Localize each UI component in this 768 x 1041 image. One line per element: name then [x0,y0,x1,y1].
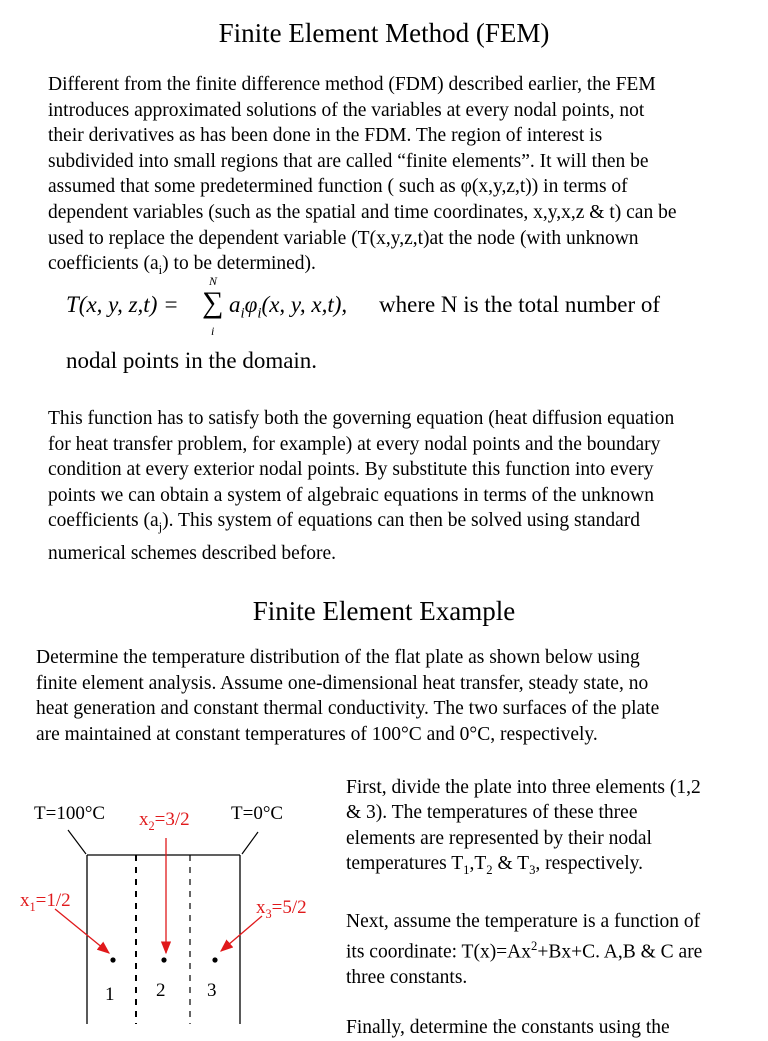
equation-lhs: T(x, y, z,t) = [66,292,179,317]
page-title: Finite Element Method (FEM) [218,18,550,48]
sum-upper-limit: N [209,274,218,288]
right-line: First, divide the plate into three elements (1,2 [346,777,701,798]
right-line: temperatures $T_1,T_2$ & $T_3$, respectively. [346,853,643,878]
function-paragraph [48,406,748,566]
node-1 [110,957,115,962]
fem-equation [66,274,756,340]
example-line: are maintained at constant temperatures of 100°C and 0°C, respectively. [36,723,598,745]
intro-line: dependent variables (such as the spatial and time coordinates, x,y,x,z & t) can be [48,201,677,223]
right-line: Next, assume the temperature is a function of [346,910,701,932]
left-temp-label: T=100°C [34,803,106,824]
sum-lower-limit: i [211,324,215,338]
right-temp-leader [242,832,258,854]
example-line: finite element analysis. Assume one-dimensional heat transfer, steady state, no [36,672,649,694]
x3-label: $x_3=5/2$ [256,897,307,921]
intro-line: Different from the finite difference method (FDM) described earlier, the FEM [48,74,656,95]
x1-label: $x_1=1/2$ [20,890,71,914]
intro-line: used to replace the dependent variable (T(x,y,z,t)at the node (with unknown [48,227,639,249]
intro-line: introduces approximated solutions of the variables at every nodal points, not [48,99,645,121]
intro-line: their derivatives as has been done in the FDM. The region of interest is [48,125,603,147]
example-title: Finite Element Example [252,596,516,626]
sum-symbol: ∑ [202,286,224,319]
node-2 [161,957,166,962]
node-3 [212,957,217,962]
equation-continuation: nodal points in the domain. [66,348,318,373]
node-label-3: 3 [207,980,217,1001]
right-line: Finally, determine the constants using the [346,1017,670,1039]
example-paragraph [36,645,756,747]
intro-paragraph [48,72,748,284]
right-line: its coordinate: $T(x)=Ax^2+Bx+C$. A,B & C are [346,938,703,963]
equation-where-text: where N is the total number of [379,292,661,317]
function-line: points we can obtain a system of algebraic equations in terms of the unknown [48,484,654,506]
node-label-2: 2 [156,980,166,1001]
node-label-1: 1 [105,984,115,1005]
intro-line: coefficients $(a_i)$ to be determined). [48,253,316,278]
right-line: three constants. [346,966,468,988]
function-line: numerical schemes described before. [48,542,337,564]
equation-term: $a_i\varphi_i(x$, y, x,t), [229,292,348,322]
right-column-text [346,775,756,1041]
function-line: This function has to satisfy both the governing equation (heat diffusion equation [48,408,675,429]
right-temp-label: T=0°C [231,803,284,824]
left-temp-leader [68,830,86,854]
intro-line: subdivided into small regions that are called “finite elements”. It will then be [48,150,649,172]
example-line: Determine the temperature distribution of the flat plate as shown below using [36,647,640,668]
function-line: coefficients $(a_j)$. This system of equations can then be solved using standard [48,510,641,535]
function-line: for heat transfer problem, for example) at every nodal points and the boundary [48,433,661,455]
example-line: heat generation and constant thermal conductivity. The two surfaces of the plate [36,698,660,720]
right-line: elements are represented by their nodal [346,827,652,849]
intro-line: assumed that some predetermined function ( such as φ(x,y,z,t)) in terms of [48,176,628,198]
x2-label: $x_2=3/2$ [139,809,190,833]
function-line: condition at every exterior nodal points. By substitute this function into every [48,459,654,481]
x1-arrow [55,909,109,953]
right-line: & 3). The temperatures of these three [346,802,638,824]
